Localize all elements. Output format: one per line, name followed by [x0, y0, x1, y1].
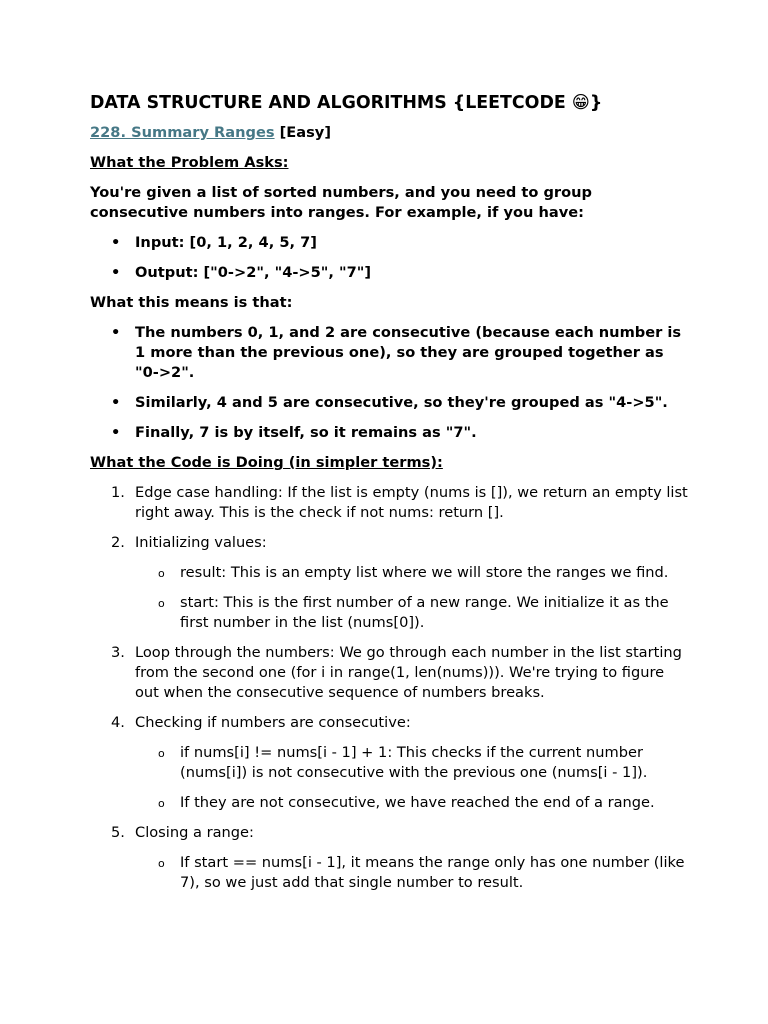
example-output: • Output: ["0->2", "4->5", "7"]	[90, 263, 690, 283]
example-list	[90, 233, 690, 283]
step-number: 5.	[111, 824, 125, 841]
document-page	[90, 92, 690, 903]
step-item	[90, 483, 690, 523]
step-item	[90, 713, 690, 813]
document-title: DATA STRUCTURE AND ALGORITHMS {LEETCODE 😁}	[90, 93, 603, 113]
code-explanation-heading: What the Code is Doing (in simpler terms):	[90, 454, 443, 471]
sub-list	[135, 743, 690, 813]
sub-item: o if nums[i] != nums[i - 1] + 1: This checks if the current number (nums[i]) is not consecutive with the previous one (nums[i - 1]).	[135, 743, 690, 783]
sub-item: o start: This is the first number of a new range. We initialize it as the first number in the list (nums[0]).	[135, 593, 690, 633]
sub-item: o result: This is an empty list where we will store the ranges we find.	[135, 563, 690, 583]
problem-header	[90, 123, 690, 143]
step-number: 1.	[111, 484, 125, 501]
step-item	[90, 533, 690, 633]
step-text: Edge case handling: If the list is empty (nums is []), we return an empty list right away. This is the check if not nums: return [].	[135, 484, 688, 521]
meaning-item: • The numbers 0, 1, and 2 are consecutive (because each number is 1 more than the previous one), so they are grouped together as "0->2".	[90, 323, 690, 383]
meaning-heading: What this means is that:	[90, 294, 293, 311]
step-text: Loop through the numbers: We go through each number in the list starting from the second one (for i in range(1, len(nums))). We're trying to figure out when the consecutive sequence of numbers breaks.	[135, 644, 682, 701]
problem-asks-heading: What the Problem Asks:	[90, 154, 289, 171]
step-number: 4.	[111, 714, 125, 731]
step-text: Checking if numbers are consecutive:	[135, 714, 411, 731]
problem-link[interactable]: 228. Summary Ranges	[90, 124, 275, 141]
step-number: 3.	[111, 644, 125, 661]
meaning-item: • Finally, 7 is by itself, so it remains as "7".	[90, 423, 690, 443]
difficulty-label: [Easy]	[274, 124, 331, 141]
step-item	[90, 643, 690, 703]
step-text: Initializing values:	[135, 534, 267, 551]
meaning-item: • Similarly, 4 and 5 are consecutive, so they're grouped as "4->5".	[90, 393, 690, 413]
sub-item: o If they are not consecutive, we have reached the end of a range.	[135, 793, 690, 813]
example-input: • Input: [0, 1, 2, 4, 5, 7]	[90, 233, 690, 253]
step-item	[90, 823, 690, 893]
steps-list	[90, 483, 690, 893]
sub-list	[135, 563, 690, 633]
step-number: 2.	[111, 534, 125, 551]
problem-description: You're given a list of sorted numbers, and you need to group consecutive numbers into ranges. For example, if you have:	[90, 184, 592, 221]
step-text: Closing a range:	[135, 824, 254, 841]
sub-item: o If start == nums[i - 1], it means the range only has one number (like 7), so we just add that single number to result.	[135, 853, 690, 893]
sub-list	[135, 853, 690, 893]
meaning-list	[90, 323, 690, 443]
